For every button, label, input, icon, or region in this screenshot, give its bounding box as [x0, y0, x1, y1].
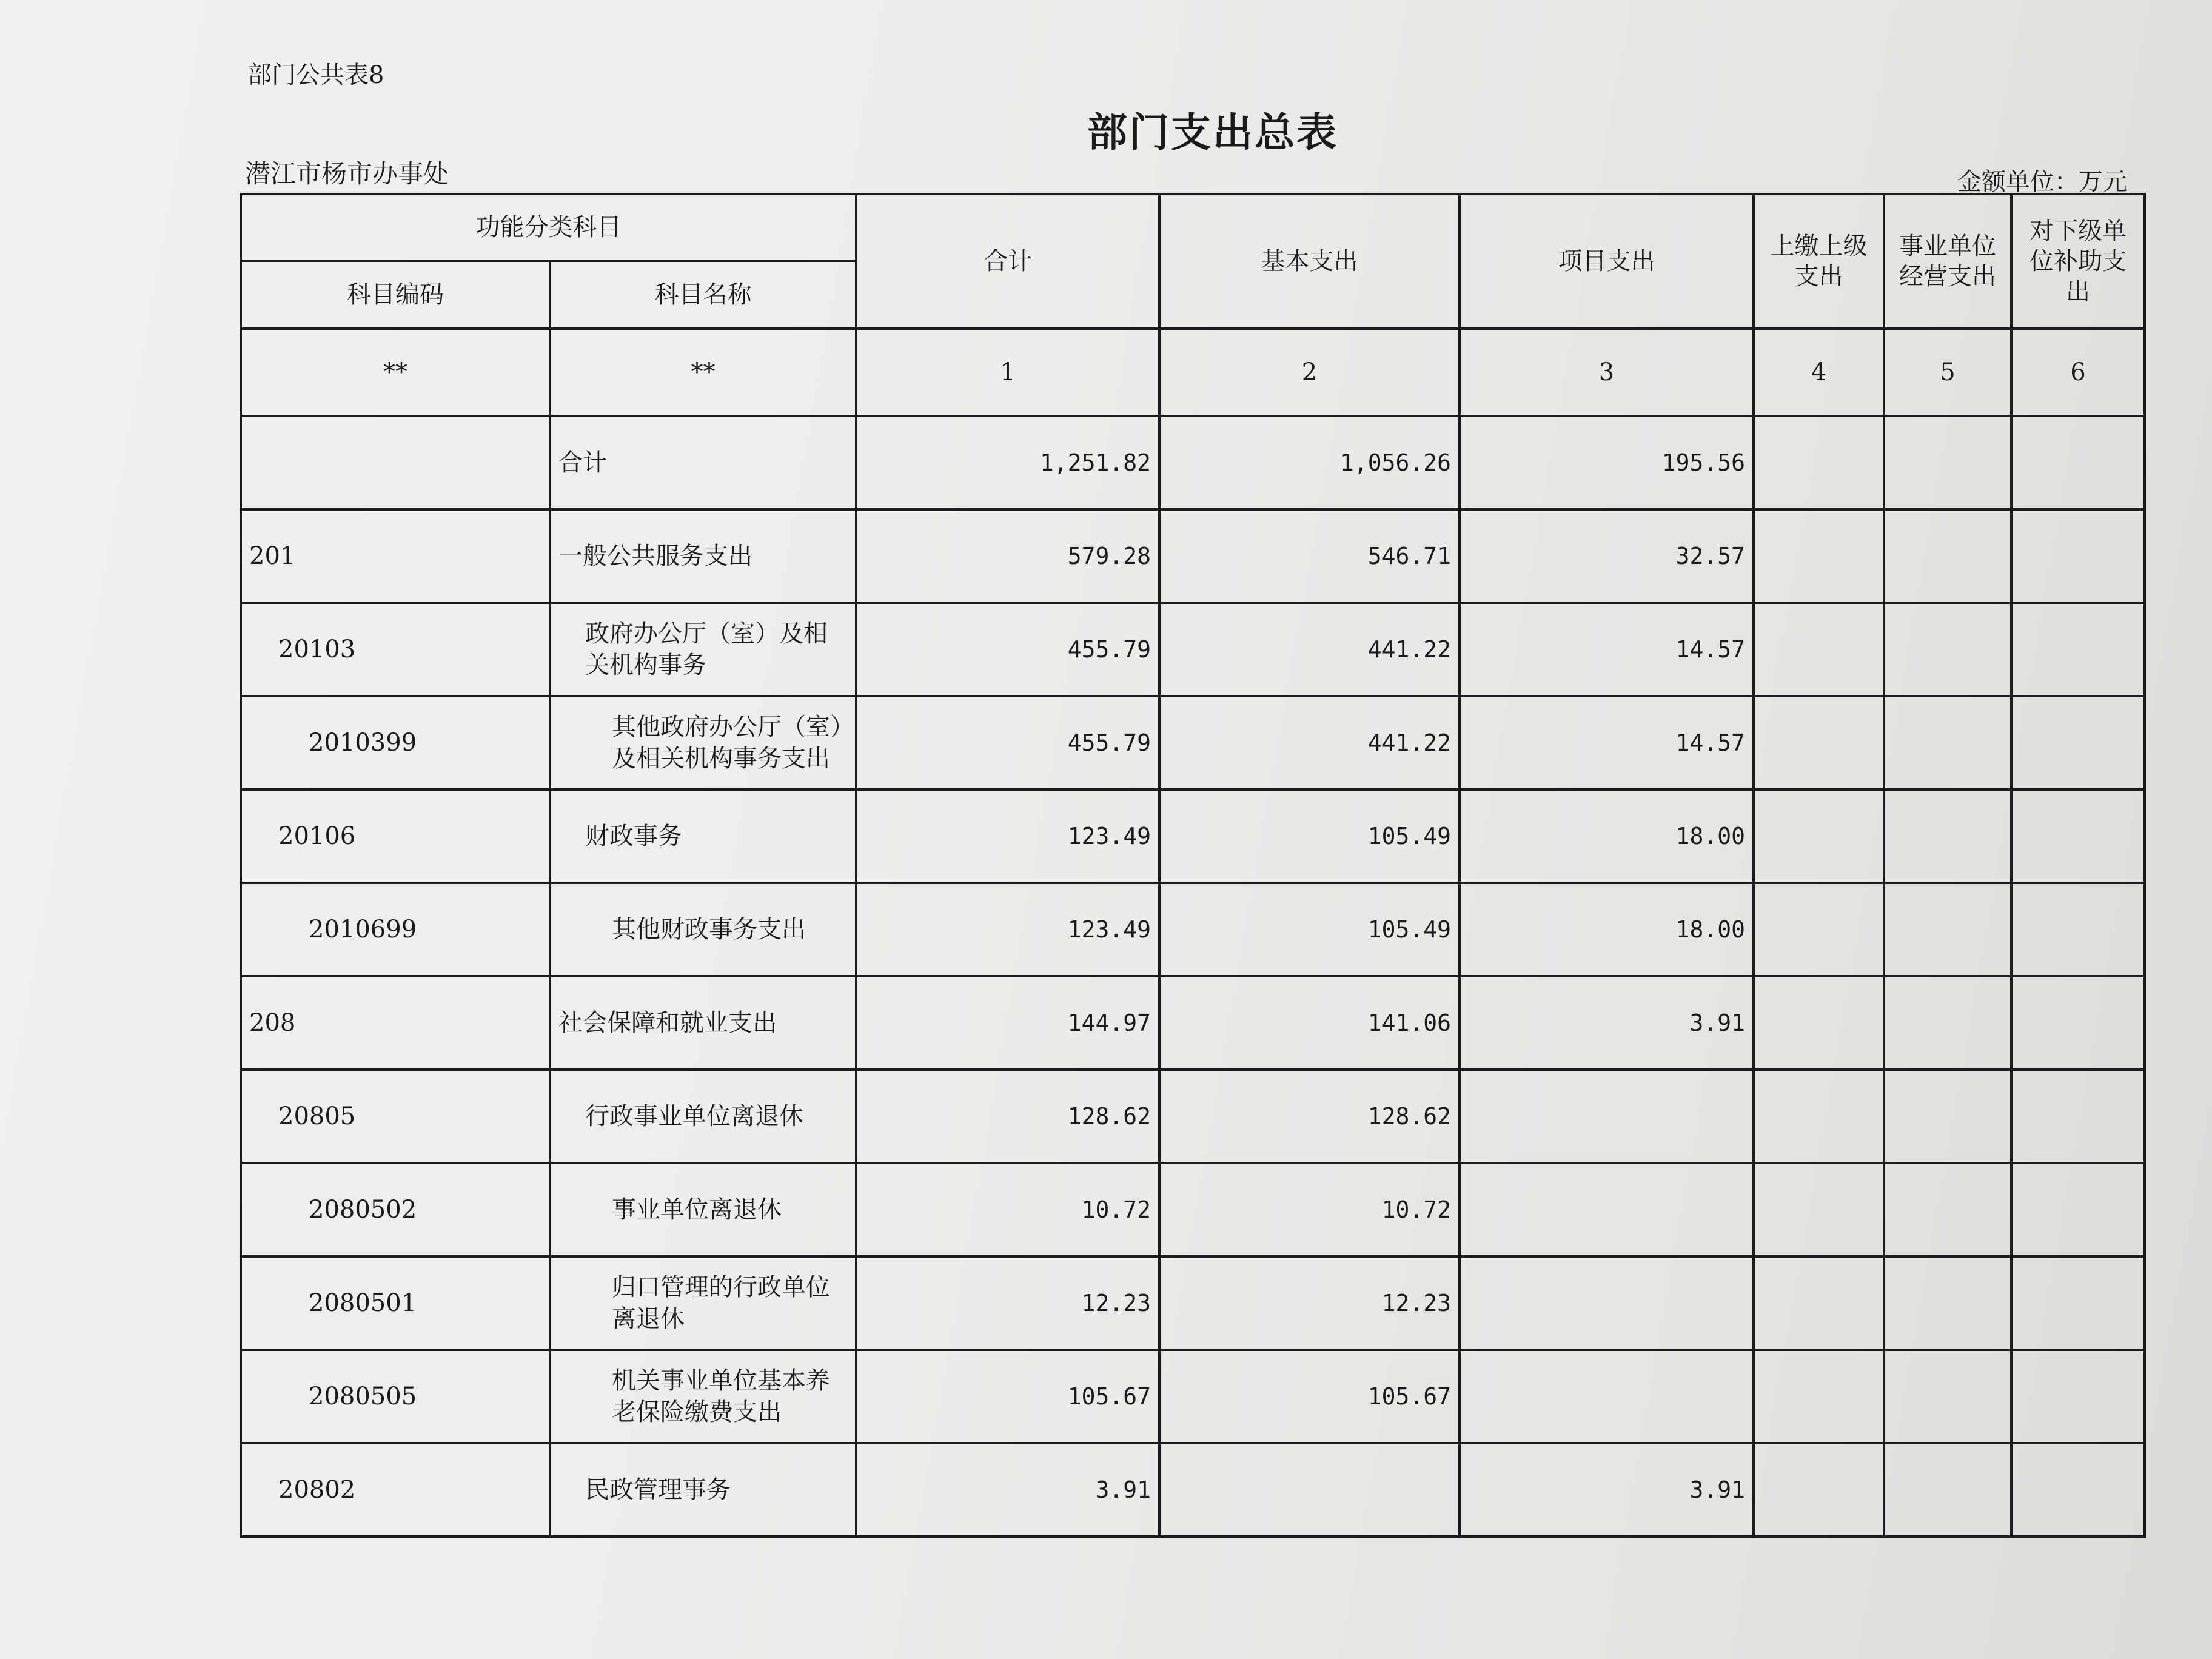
empty-amount-cell [2011, 416, 2145, 509]
amount-project: 14.57 [1460, 696, 1754, 789]
amount-basic: 141.06 [1159, 976, 1460, 1070]
empty-amount-cell [1884, 1070, 2011, 1163]
empty-amount-cell [1884, 509, 2011, 603]
empty-amount-cell [1754, 1163, 1884, 1256]
table-row [241, 696, 2145, 789]
table-row [241, 603, 2145, 696]
empty-amount-cell [1754, 696, 1884, 789]
empty-amount-cell [2011, 1163, 2145, 1256]
header-function-category: 功能分类科目 [241, 194, 856, 261]
empty-amount-cell [1884, 1350, 2011, 1443]
amount-basic: 441.22 [1159, 603, 1460, 696]
empty-amount-cell [2011, 1256, 2145, 1350]
subject-name: 合计 [550, 416, 856, 509]
empty-amount-cell [1884, 883, 2011, 976]
organization-name: 潜江市杨市办事处 [245, 159, 449, 189]
table-row [241, 1256, 2145, 1350]
subject-name: 机关事业单位基本养老保险缴费支出 [550, 1350, 856, 1443]
amount-project [1460, 1256, 1754, 1350]
empty-amount-cell [1754, 789, 1884, 883]
empty-amount-cell [1884, 1443, 2011, 1537]
amount-project [1460, 1070, 1754, 1163]
amount-total: 12.23 [856, 1256, 1159, 1350]
amount-total: 123.49 [856, 789, 1159, 883]
subject-code: 20106 [241, 789, 550, 883]
page-title: 部门支出总表 [1087, 109, 1338, 156]
table-row [241, 789, 2145, 883]
subject-name: 其他财政事务支出 [550, 883, 856, 976]
subject-code: 20103 [241, 603, 550, 696]
empty-amount-cell [1884, 603, 2011, 696]
amount-total: 123.49 [856, 883, 1159, 976]
amount-project: 3.91 [1460, 976, 1754, 1070]
amount-total: 128.62 [856, 1070, 1159, 1163]
amount-total: 1,251.82 [856, 416, 1159, 509]
amount-total: 10.72 [856, 1163, 1159, 1256]
amount-total: 455.79 [856, 696, 1159, 789]
empty-amount-cell [1754, 509, 1884, 603]
empty-amount-cell [2011, 603, 2145, 696]
amount-basic: 10.72 [1159, 1163, 1460, 1256]
header-name: 科目名称 [550, 261, 856, 329]
empty-amount-cell [1754, 1350, 1884, 1443]
empty-amount-cell [2011, 1350, 2145, 1443]
header-code: 科目编码 [241, 261, 550, 329]
empty-amount-cell [2011, 509, 2145, 603]
empty-amount-cell [1884, 976, 2011, 1070]
subject-name: 财政事务 [550, 789, 856, 883]
empty-amount-cell [2011, 1070, 2145, 1163]
table-row [241, 509, 2145, 603]
empty-amount-cell [1884, 416, 2011, 509]
amount-project: 195.56 [1460, 416, 1754, 509]
empty-amount-cell [1754, 603, 1884, 696]
subject-code [241, 416, 550, 509]
subject-code: 2080502 [241, 1163, 550, 1256]
empty-amount-cell [2011, 696, 2145, 789]
subject-name: 社会保障和就业支出 [550, 976, 856, 1070]
table-row [241, 883, 2145, 976]
subject-code: 201 [241, 509, 550, 603]
index-cell: 4 [1754, 329, 1884, 416]
subject-code: 2080501 [241, 1256, 550, 1350]
amount-basic: 441.22 [1159, 696, 1460, 789]
amount-basic: 12.23 [1159, 1256, 1460, 1350]
amount-basic: 546.71 [1159, 509, 1460, 603]
empty-amount-cell [2011, 1443, 2145, 1537]
subject-name: 事业单位离退休 [550, 1163, 856, 1256]
amount-basic: 1,056.26 [1159, 416, 1460, 509]
amount-unit: 金额单位：万元 [1957, 168, 2127, 196]
empty-amount-cell [1754, 976, 1884, 1070]
amount-total: 105.67 [856, 1350, 1159, 1443]
subject-name: 归口管理的行政单位离退休 [550, 1256, 856, 1350]
amount-basic: 105.67 [1159, 1350, 1460, 1443]
empty-amount-cell [1754, 883, 1884, 976]
table-row [241, 1443, 2145, 1537]
empty-amount-cell [1754, 416, 1884, 509]
table-row [241, 976, 2145, 1070]
empty-amount-cell [1884, 696, 2011, 789]
empty-amount-cell [1754, 1256, 1884, 1350]
subject-name: 行政事业单位离退休 [550, 1070, 856, 1163]
amount-project: 32.57 [1460, 509, 1754, 603]
subject-name: 政府办公厅（室）及相关机构事务 [550, 603, 856, 696]
index-cell: 3 [1460, 329, 1754, 416]
subject-name: 一般公共服务支出 [550, 509, 856, 603]
amount-project: 14.57 [1460, 603, 1754, 696]
empty-amount-cell [2011, 789, 2145, 883]
amount-basic: 105.49 [1159, 789, 1460, 883]
amount-project [1460, 1163, 1754, 1256]
empty-amount-cell [1754, 1443, 1884, 1537]
form-code: 部门公共表8 [247, 61, 384, 89]
header-project: 项目支出 [1460, 194, 1754, 329]
empty-amount-cell [2011, 976, 2145, 1070]
table-row [241, 1163, 2145, 1256]
subject-code: 208 [241, 976, 550, 1070]
amount-project: 3.91 [1460, 1443, 1754, 1537]
expenditure-table [240, 193, 2146, 1538]
amount-project [1460, 1350, 1754, 1443]
empty-amount-cell [1754, 1070, 1884, 1163]
amount-project: 18.00 [1460, 883, 1754, 976]
table-row [241, 1070, 2145, 1163]
subject-name: 民政管理事务 [550, 1443, 856, 1537]
amount-total: 144.97 [856, 976, 1159, 1070]
amount-basic [1159, 1443, 1460, 1537]
subject-code: 20802 [241, 1443, 550, 1537]
subject-code: 2080505 [241, 1350, 550, 1443]
index-cell: 6 [2011, 329, 2145, 416]
empty-amount-cell [1884, 1256, 2011, 1350]
header-upper: 上缴上级支出 [1754, 194, 1884, 329]
index-cell: 5 [1884, 329, 2011, 416]
empty-amount-cell [1884, 789, 2011, 883]
subject-code: 20805 [241, 1070, 550, 1163]
header-basic: 基本支出 [1159, 194, 1460, 329]
subject-name: 其他政府办公厅（室）及相关机构事务支出 [550, 696, 856, 789]
amount-total: 3.91 [856, 1443, 1159, 1537]
subject-code: 2010399 [241, 696, 550, 789]
amount-basic: 105.49 [1159, 883, 1460, 976]
header-business: 事业单位经营支出 [1884, 194, 2011, 329]
header-total: 合计 [856, 194, 1159, 329]
amount-basic: 128.62 [1159, 1070, 1460, 1163]
amount-total: 579.28 [856, 509, 1159, 603]
empty-amount-cell [2011, 883, 2145, 976]
index-cell: 1 [856, 329, 1159, 416]
index-cell: ** [241, 329, 550, 416]
index-cell: 2 [1159, 329, 1460, 416]
table-row [241, 1350, 2145, 1443]
amount-total: 455.79 [856, 603, 1159, 696]
empty-amount-cell [1884, 1163, 2011, 1256]
table-row [241, 416, 2145, 509]
index-cell: ** [550, 329, 856, 416]
amount-project: 18.00 [1460, 789, 1754, 883]
header-subsidy: 对下级单位补助支出 [2011, 194, 2145, 329]
subject-code: 2010699 [241, 883, 550, 976]
